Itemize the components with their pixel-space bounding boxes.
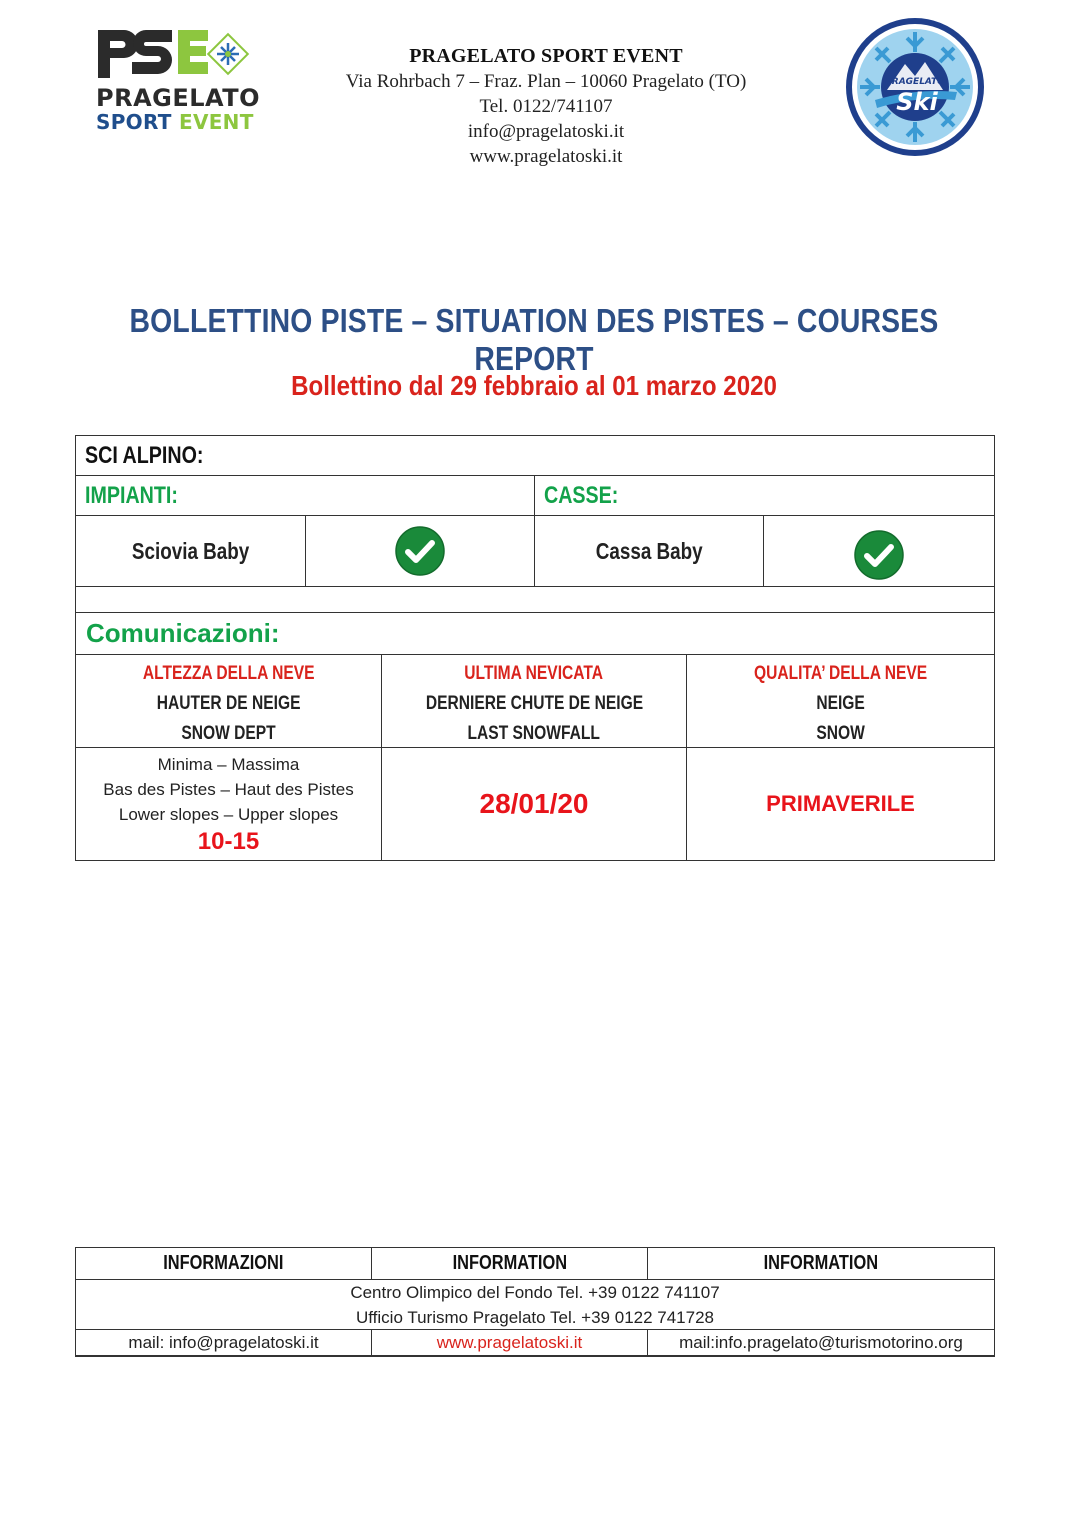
pse-logo-mark: [92, 22, 252, 88]
last-snowfall-value: 28/01/20: [479, 788, 589, 819]
page-title: BOLLETTINO PISTE – SITUATION DES PISTES – COURSES REPORT: [129, 302, 939, 377]
last-snowfall-title-en: LAST SNOWFALL: [467, 723, 601, 744]
logo-line2b: EVENT: [178, 110, 254, 134]
check-circle-icon: [854, 530, 904, 580]
footer-phone-line2: Ufficio Turismo Pragelato Tel. +39 0122 741728: [355, 1307, 715, 1327]
org-website: www.pragelatoski.it: [469, 146, 623, 167]
snow-header-row: [76, 655, 994, 748]
snow-depth-value: 10-15: [197, 827, 260, 855]
snow-depth-title-it: ALTEZZA DELLA NEVE: [142, 663, 315, 684]
lift-name-cell: [76, 516, 306, 586]
cash-name-cell: [535, 516, 764, 586]
snow-values-row: [76, 748, 994, 860]
footer-col3-label: INFORMATION: [763, 1252, 879, 1274]
snow-quality-title-it: QUALITA’ DELLA NEVE: [753, 663, 928, 684]
lifts-cash-row: [76, 516, 994, 587]
communications-label: Comunicazioni:: [86, 618, 280, 648]
last-snowfall-title-it: ULTIMA NEVICATA: [464, 663, 604, 684]
snow-depth-cell: [76, 748, 382, 860]
logo-line2a: SPORT: [96, 110, 172, 134]
org-phone: Tel. 0122/741107: [479, 96, 613, 117]
footer-mail2-link[interactable]: mail:info.pragelato@turismotorino.org: [679, 1332, 963, 1352]
snow-quality-header: [687, 655, 994, 747]
pragelato-ski-logo: [845, 18, 985, 156]
footer-web-cell: [372, 1330, 648, 1355]
footer-web-link[interactable]: www.pragelatoski.it: [436, 1332, 583, 1352]
cash-status-cell: [764, 516, 994, 586]
lifts-label: IMPIANTI:: [85, 481, 178, 509]
last-snowfall-cell: [382, 748, 687, 860]
footer-mail2-cell: [648, 1330, 994, 1355]
footer-col1-label: INFORMAZIONI: [163, 1252, 284, 1274]
section-label: SCI ALPINO:: [85, 441, 204, 469]
communications-row: [76, 613, 994, 655]
info-footer-table: [75, 1247, 995, 1357]
logo-line2: [96, 112, 260, 132]
footer-contacts-row: [76, 1330, 994, 1356]
check-circle-icon: [395, 526, 445, 576]
org-address: Via Rohrbach 7 – Fraz. Plan – 10060 Pragelato (TO): [345, 71, 747, 92]
last-snowfall-header: [382, 655, 687, 747]
org-name: PRAGELATO SPORT EVENT: [409, 45, 683, 67]
cash-name: Cassa Baby: [595, 537, 703, 564]
snow-depth-line2: Bas des Pistes – Haut des Pistes: [103, 779, 354, 799]
footer-col1: [76, 1248, 372, 1279]
snow-depth-line1: Minima – Massima: [157, 754, 300, 774]
snow-depth-line3: Lower slopes – Upper slopes: [118, 804, 339, 824]
cash-label: CASSE:: [544, 481, 619, 509]
lift-name: Sciovia Baby: [131, 537, 250, 564]
report-table: [75, 435, 995, 861]
snow-quality-value: PRIMAVERILE: [766, 791, 915, 816]
footer-col2-label: INFORMATION: [452, 1252, 567, 1274]
footer-phone-line1: Centro Olimpico del Fondo Tel. +39 0122 741107: [350, 1282, 720, 1302]
logo-right-bottom: Ski: [896, 88, 938, 116]
snow-quality-title-en: SNOW: [816, 723, 865, 744]
snow-depth-title-en: SNOW DEPT: [181, 723, 276, 744]
lifts-label-cell: [76, 476, 535, 515]
last-snowfall-title-fr: DERNIERE CHUTE DE NEIGE: [425, 693, 643, 714]
footer-col2: [372, 1248, 648, 1279]
footer-phones-row: [76, 1280, 994, 1330]
snow-depth-header: [76, 655, 382, 747]
footer-mail1-link[interactable]: mail: info@pragelatoski.it: [128, 1332, 319, 1352]
lift-status-cell: [306, 516, 535, 586]
lifts-cash-header-row: [76, 476, 994, 516]
footer-mail1-cell: [76, 1330, 372, 1355]
org-email: info@pragelatoski.it: [467, 121, 625, 142]
logo-right-top: PRAGELATO: [885, 77, 945, 87]
footer-header-row: [76, 1248, 994, 1280]
snow-depth-title-fr: HAUTER DE NEIGE: [156, 693, 301, 714]
logo-line1: PRAGELATO: [96, 84, 261, 112]
snow-quality-title-fr: NEIGE: [816, 693, 865, 714]
snow-quality-cell: [687, 748, 994, 860]
bulletin-date: Bollettino dal 29 febbraio al 01 marzo 2020: [291, 370, 777, 401]
spacer-row: [76, 587, 994, 613]
section-row: [76, 436, 994, 476]
org-contact-block: [300, 44, 792, 169]
cash-label-cell: [535, 476, 994, 515]
footer-col3: [648, 1248, 994, 1279]
pse-wordmark: [96, 86, 260, 132]
